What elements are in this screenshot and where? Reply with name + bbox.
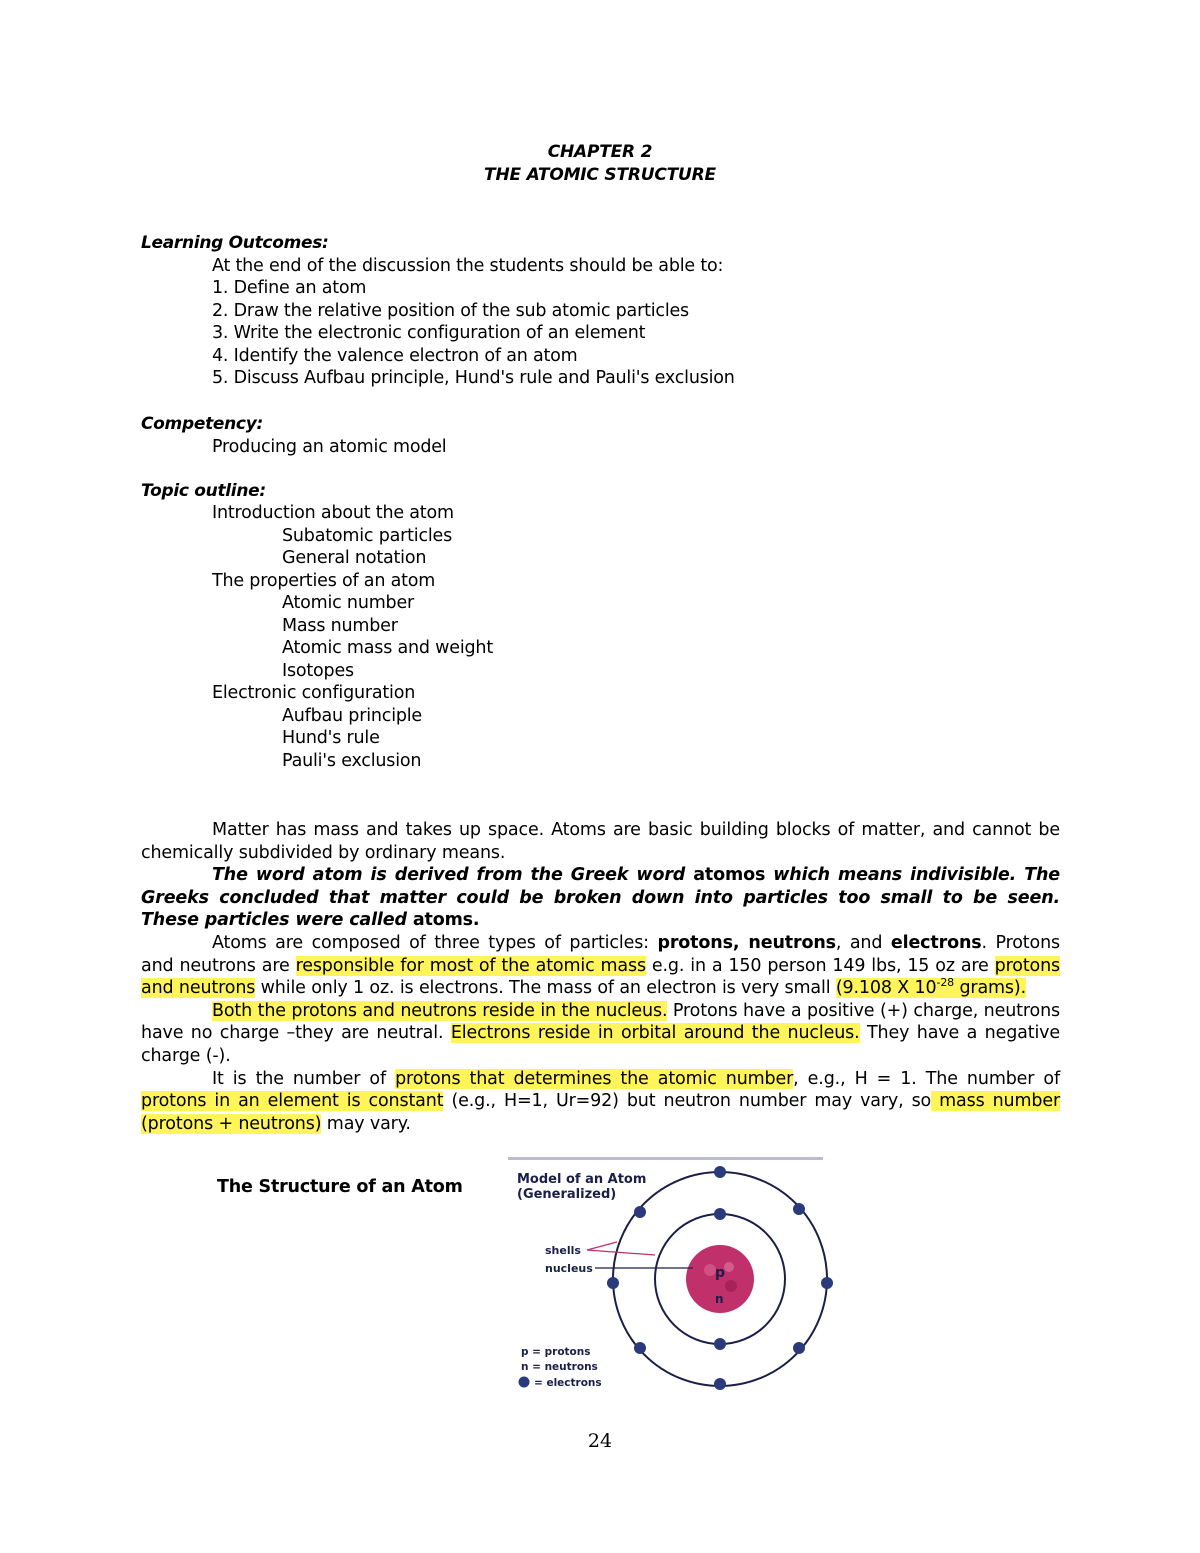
shells-pointer xyxy=(587,1242,617,1250)
outcome-item: 4. Identify the valence electron of an atom xyxy=(212,346,578,366)
shells-label: shells xyxy=(545,1244,581,1257)
electron xyxy=(821,1277,833,1289)
figure-caption: The Structure of an Atom xyxy=(217,1177,463,1197)
electron xyxy=(793,1342,805,1354)
outline-subitem: Atomic number xyxy=(282,593,415,613)
outline-subitem: Subatomic particles xyxy=(282,526,453,546)
nucleus-neutron-label: n xyxy=(715,1292,724,1306)
outcome-item: 1. Define an atom xyxy=(212,278,367,298)
outline-item: Introduction about the atom xyxy=(212,503,454,523)
nucleus-label: nucleus xyxy=(545,1262,593,1275)
paragraph-word-atom: The word atom is derived from the Greek word atomos which means indivisible. The Greeks concluded that matter could be broken down into particles too small to be seen. These particles were called atoms. xyxy=(141,865,1061,931)
outcome-item: 2. Draw the relative position of the sub atomic particles xyxy=(212,301,689,321)
nucleus-particle xyxy=(725,1280,737,1292)
paragraph-matter: Matter has mass and takes up space. Atoms are basic building blocks of matter, and cannot be chemically subdivided by ordinary means. xyxy=(141,820,1060,863)
electron xyxy=(714,1338,726,1350)
highlight: protons in an element is constant xyxy=(141,1091,444,1112)
body-text xyxy=(141,819,1060,1135)
highlight: protons and neutrons xyxy=(141,955,1060,999)
shells-pointer xyxy=(587,1250,655,1255)
electron xyxy=(714,1166,726,1178)
legend-protons: p = protons xyxy=(521,1346,591,1358)
legend-electron-icon xyxy=(519,1377,530,1388)
electron xyxy=(634,1206,646,1218)
model-title-1: Model of an Atom xyxy=(517,1172,647,1187)
outline-subitem: Hund's rule xyxy=(282,728,380,748)
outline-subitem: Atomic mass and weight xyxy=(282,638,493,658)
learning-outcomes-intro: At the end of the discussion the students should be able to: xyxy=(212,256,724,276)
paragraph-nucleus: Both the protons and neutrons reside in the nucleus. Protons have a positive (+) charge, neutrons have no charge –they are neutral. Electrons reside in orbital around the nucleus. They have a negative charge (-). xyxy=(141,1000,1060,1066)
page-number: 24 xyxy=(587,1430,613,1452)
learning-outcomes-heading: Learning Outcomes: xyxy=(141,233,329,253)
highlight: Electrons reside in orbital around the nucleus. xyxy=(450,1023,860,1044)
outcome-item: 5. Discuss Aufbau principle, Hund's rule and Pauli's exclusion xyxy=(212,368,735,388)
highlight: Both the protons and neutrons reside in the nucleus. xyxy=(212,1000,668,1021)
paragraph-atomic-number: It is the number of protons that determines the atomic number, e.g., H = 1. The number of protons in an element is constant (e.g., H=1, Ur=92) but neutron number may vary, so mass number (protons + neutrons) may vary. xyxy=(141,1068,1060,1134)
outline-subitem: Isotopes xyxy=(282,661,354,681)
electron xyxy=(607,1277,619,1289)
legend-neutrons: n = neutrons xyxy=(521,1361,598,1373)
legend-electrons: = electrons xyxy=(534,1377,602,1389)
outline-subitem: Pauli's exclusion xyxy=(282,751,422,771)
outcome-item: 3. Write the electronic configuration of an element xyxy=(212,323,646,343)
nucleus-particle xyxy=(724,1262,734,1272)
chapter-number: CHAPTER 2 xyxy=(547,142,653,162)
outline-subitem: General notation xyxy=(282,548,427,568)
outline-item: The properties of an atom xyxy=(212,571,436,591)
outline-item: Electronic configuration xyxy=(212,683,416,703)
outline-subitem: Aufbau principle xyxy=(282,706,422,726)
competency-heading: Competency: xyxy=(141,414,263,434)
topic-outline-heading: Topic outline: xyxy=(141,481,266,501)
highlight: protons that determines the atomic number xyxy=(395,1068,794,1089)
atom-model-figure xyxy=(505,1152,850,1397)
highlight: mass number (protons + neutrons) xyxy=(141,1091,1060,1134)
highlight: (9.108 X $10^{-28}$ grams). xyxy=(835,976,1026,999)
chapter-title: THE ATOMIC STRUCTURE xyxy=(484,165,716,185)
electron xyxy=(714,1378,726,1390)
model-title-2: (Generalized) xyxy=(517,1187,617,1202)
competency-text: Producing an atomic model xyxy=(212,437,447,457)
electron xyxy=(793,1203,805,1215)
nucleus-proton-label: p xyxy=(715,1265,726,1281)
electron xyxy=(634,1342,646,1354)
highlight: responsible for most of the atomic mass xyxy=(295,955,646,976)
figure-top-caption-band xyxy=(508,1157,823,1160)
electron xyxy=(714,1208,726,1220)
outline-subitem: Mass number xyxy=(282,616,398,636)
paragraph-particles: Atoms are composed of three types of particles: protons, neutrons, and electrons. Protons and neutrons are responsible for most of the atomic mass e.g. in a 150 person 149 lbs, 15 oz are protons and neutrons while only 1 oz. is electrons. The mass of an electron is very small (9.108 X $10^{-28}$ grams). xyxy=(141,932,1060,999)
